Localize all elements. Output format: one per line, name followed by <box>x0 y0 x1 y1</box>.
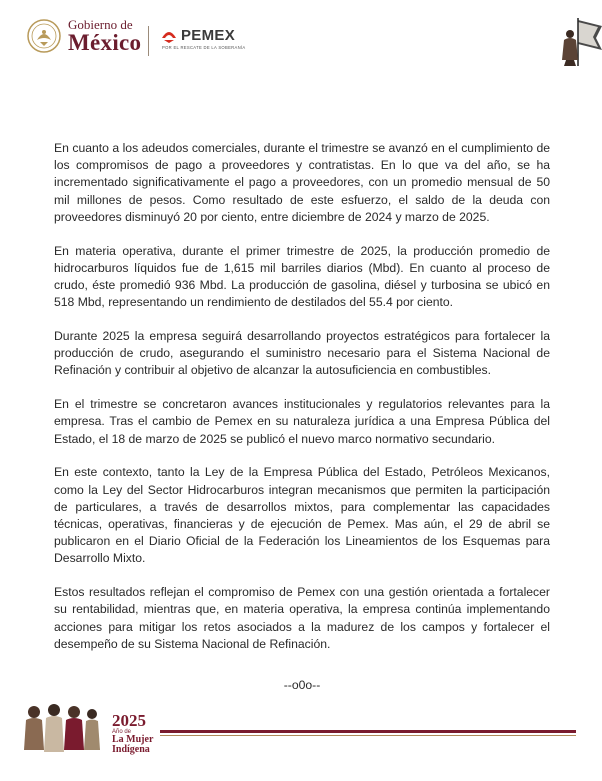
paragraph: En el trimestre se concretaron avances institucionales y regulatorios relevantes para la empresa. Tras el cambio de Pemex en su naturaleza jurídica a una Empresa Pública del Estado, el 18 de marzo de 2025 se publicó el nuevo marco normativo secundario. <box>54 397 550 446</box>
page-footer <box>0 700 602 770</box>
paragraph: Estos resultados reflejan el compromiso de Pemex con una gestión orientada a fortalecer su rentabilidad, mientras que, en materia operativa, la empresa continúa implementando acciones para mitigar los retos asociados a la madurez de los campos y fortalecer el desempeño de su Sistema Nacional de Refinación. <box>54 585 550 651</box>
indigenous-women-illustration-icon <box>20 700 106 756</box>
pemex-logo <box>160 26 245 50</box>
page-header <box>26 12 586 62</box>
pemex-tagline: POR EL RESCATE DE LA SOBERANÍA <box>162 45 246 50</box>
footer-indigena: Indígena <box>112 744 150 755</box>
footer-year: 2025 <box>112 711 146 730</box>
footer-rule <box>160 730 576 733</box>
footer-anio: Año de <box>112 729 132 735</box>
footer-mujer: La Mujer <box>112 734 154 745</box>
national-seal-icon <box>26 18 62 54</box>
year-badge <box>112 712 153 755</box>
closing-mark: --o0o-- <box>283 678 321 693</box>
gob-top-text: Gobierno de <box>68 17 133 32</box>
pemex-wordmark: PEMEX <box>181 26 236 44</box>
paragraph: En cuanto a los adeudos comerciales, durante el trimestre se avanzó en el cumplimiento de los compromisos de pago a proveedores y contratistas. En lo que va del año, se ha incrementado significativamente el pago a proveedores, con un promedio mensual de 50 mil millones de pesos. Como resultado de este esfuerzo, el saldo de la deuda con proveedores disminuyó 20 por ciento, entre diciembre de 2024 y marzo de 2025. <box>54 141 550 224</box>
header-divider <box>148 26 149 56</box>
paragraph: En materia operativa, durante el primer trimestre de 2025, la producción promedio de hidrocarburos líquidos fue de 1,615 mil barriles diarios (Mbd). En cuanto al proceso de crudo, éste promedió 936 Mbd. La producción de gasolina, diésel y turbosina se ubicó en 518 Mbd, representando un rendimiento de destilados del 55.4 por ciento. <box>54 243 550 310</box>
paragraph: En este contexto, tanto la Ley de la Empresa Pública del Estado, Petróleos Mexicanos, como la Ley del Sector Hidrocarburos integran mecanismos que permiten la participación de particulares, a través de desarrollos mixtos, para complementar las capacidades técnicas, operativas, financieras y de ejecución de Pemex. Mas aún, el 29 de abril se publicaron en el Diario Oficial de la Federación los Lineamientos de los Esquemas para Desarrollo Mixto. <box>54 465 550 566</box>
flag-bearer-illustration-icon <box>556 16 602 68</box>
gobierno-de-mexico-logo <box>26 18 141 54</box>
footer-rule-thin <box>160 735 576 736</box>
gob-main-text: México <box>68 30 142 55</box>
document-body <box>54 140 550 694</box>
pemex-eagle-icon <box>160 26 178 44</box>
paragraph: Durante 2025 la empresa seguirá desarrollando proyectos estratégicos para fortalecer la producción de crudo, asegurando el suministro necesario para el Sistema Nacional de Refinación y contribuir al objetivo de alcanzar la autosuficiencia en combustibles. <box>54 329 550 378</box>
